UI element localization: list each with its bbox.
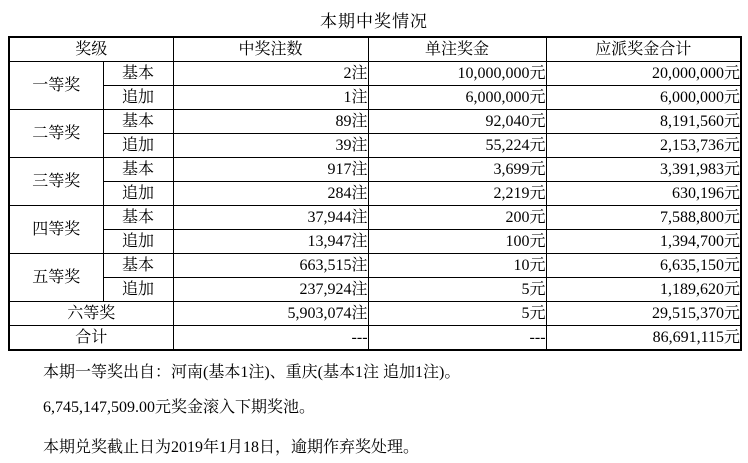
- win-count: 237,924注: [173, 278, 368, 302]
- header-per-bet-prize: 单注奖金: [368, 37, 546, 62]
- per-bet-prize: 5元: [368, 278, 546, 302]
- total-prize: 1,394,700元: [546, 230, 741, 254]
- table-row: [9, 62, 741, 86]
- table-row: [9, 134, 741, 158]
- subtype-add: 追加: [103, 182, 173, 206]
- per-bet-prize: 92,040元: [368, 110, 546, 134]
- total-prize: 630,196元: [546, 182, 741, 206]
- per-bet-prize: 5元: [368, 302, 546, 326]
- prize-level-2: 二等奖: [9, 110, 103, 158]
- total-prize: 7,588,800元: [546, 206, 741, 230]
- total-prize: 6,000,000元: [546, 86, 741, 110]
- per-bet-prize: 200元: [368, 206, 546, 230]
- table-row: [9, 278, 741, 302]
- per-bet-prize: 6,000,000元: [368, 86, 546, 110]
- total-prize: 6,635,150元: [546, 254, 741, 278]
- win-count: 2注: [173, 62, 368, 86]
- win-count: 89注: [173, 110, 368, 134]
- total-prize: 1,189,620元: [546, 278, 741, 302]
- table-row: [9, 182, 741, 206]
- page-title: 本期中奖情况: [320, 12, 428, 31]
- note-redeem-deadline: 本期兑奖截止日为2019年1月18日，逾期作弃奖处理。: [43, 439, 420, 456]
- per-bet-prize: 2,219元: [368, 182, 546, 206]
- subtype-basic: 基本: [103, 254, 173, 278]
- total-prize: 29,515,370元: [546, 302, 741, 326]
- subtype-add: 追加: [103, 278, 173, 302]
- win-count: 13,947注: [173, 230, 368, 254]
- total-row: [9, 326, 741, 351]
- prize-level-4: 四等奖: [9, 206, 103, 254]
- table-row: [9, 230, 741, 254]
- total-prize: 20,000,000元: [546, 62, 741, 86]
- prize-level-6: 六等奖: [9, 302, 173, 326]
- win-count: 284注: [173, 182, 368, 206]
- per-bet-prize: 55,224元: [368, 134, 546, 158]
- subtype-basic: 基本: [103, 206, 173, 230]
- note-first-prize-origin: 本期一等奖出自：河南(基本1注)、重庆(基本1注 追加1注)。: [43, 364, 461, 381]
- subtype-basic: 基本: [103, 62, 173, 86]
- win-count: 663,515注: [173, 254, 368, 278]
- header-win-count: 中奖注数: [173, 37, 368, 62]
- table-row: [9, 206, 741, 230]
- prize-level-5: 五等奖: [9, 254, 103, 302]
- win-count: 917注: [173, 158, 368, 182]
- per-bet-prize: 100元: [368, 230, 546, 254]
- win-count: 1注: [173, 86, 368, 110]
- note-jackpot-rollover: 6,745,147,509.00元奖金滚入下期奖池。: [43, 399, 316, 416]
- prize-table: [8, 36, 742, 351]
- per-bet-prize: 3,699元: [368, 158, 546, 182]
- total-per-bet: ---: [368, 326, 546, 351]
- total-prize: 3,391,983元: [546, 158, 741, 182]
- total-label: 合计: [9, 326, 173, 351]
- subtype-basic: 基本: [103, 158, 173, 182]
- per-bet-prize: 10,000,000元: [368, 62, 546, 86]
- subtype-add: 追加: [103, 134, 173, 158]
- prize-level-3: 三等奖: [9, 158, 103, 206]
- total-prize: 2,153,736元: [546, 134, 741, 158]
- grand-total-prize: 86,691,115元: [546, 326, 741, 351]
- per-bet-prize: 10元: [368, 254, 546, 278]
- total-win-count: ---: [173, 326, 368, 351]
- subtype-basic: 基本: [103, 110, 173, 134]
- table-row: [9, 158, 741, 182]
- header-row: [9, 37, 741, 62]
- table-row: [9, 86, 741, 110]
- win-count: 37,944注: [173, 206, 368, 230]
- subtype-add: 追加: [103, 230, 173, 254]
- header-total-prize: 应派奖金合计: [546, 37, 741, 62]
- table-row: [9, 110, 741, 134]
- header-prize-level: 奖级: [9, 37, 173, 62]
- win-count: 5,903,074注: [173, 302, 368, 326]
- table-row: [9, 302, 741, 326]
- total-prize: 8,191,560元: [546, 110, 741, 134]
- prize-level-1: 一等奖: [9, 62, 103, 110]
- table-row: [9, 254, 741, 278]
- subtype-add: 追加: [103, 86, 173, 110]
- win-count: 39注: [173, 134, 368, 158]
